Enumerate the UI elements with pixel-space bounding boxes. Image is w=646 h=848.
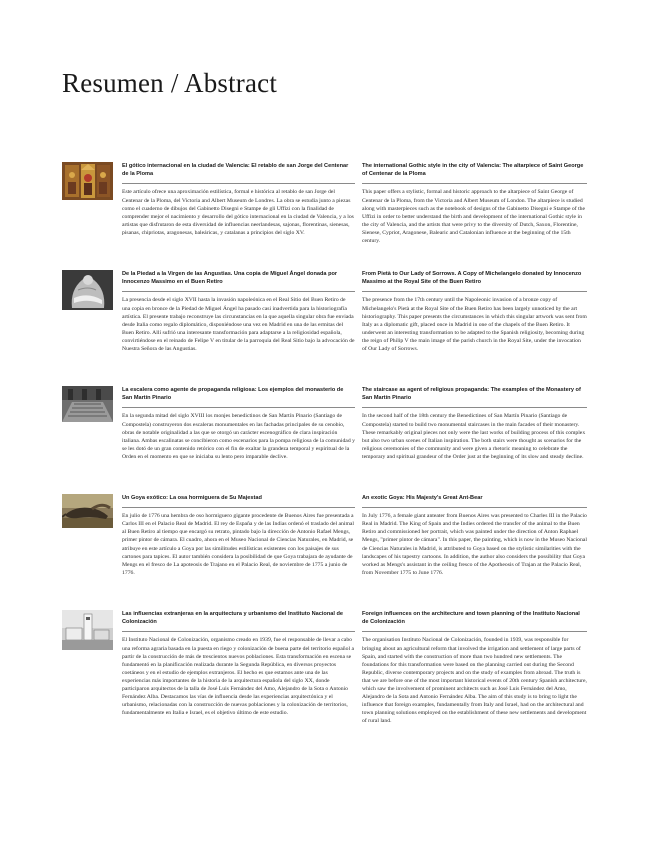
- divider: [362, 183, 587, 184]
- divider: [122, 407, 355, 408]
- english-title: An exotic Goya: His Majesty's Great Ant-Bear: [362, 495, 483, 501]
- spanish-title: De la Piedad a la Virgen de las Angustias. Una copia de Miguel Ángel donada por Innocenzo Massimo en el Buen Retiro: [122, 271, 338, 286]
- spanish-body: Este artículo ofrece una aproximación estilística, formal e histórica al retablo de san Jorge del Centenar de la Ploma, del Victoria and Albert Museum de Londres. La obra se estudia junto a piezas como el cuaderno de dibujos del Gabinetto Disegni e Stampe de gli Uffizi con la finalidad de comprender mejor el nacimiento y desarrollo del gótico internacional en la ciudad de Valencia, y a los artistas que disfrutaron de esta diversidad de influencias neerlandesas, sajonas, florentinas, sienesas, pisanas, chipriotas, aragonesas, baleáricas, y catalanas a principios del siglo XV.: [122, 189, 354, 236]
- spanish-abstract: [122, 386, 355, 461]
- pieta-sculpture-thumbnail: [62, 270, 113, 310]
- spanish-title: La escalera como agente de propaganda religiosa: Los ejemplos del monasterio de San Martín Pinario: [122, 387, 344, 402]
- divider: [122, 631, 355, 632]
- spanish-abstract: [122, 494, 355, 577]
- english-abstract: [362, 270, 587, 353]
- english-body: This paper offers a stylistic, formal and historic approach to the altarpiece of Saint George of Centenar de la Ploma, from the Victoria and Albert Museum of London. The altarpiece is studied along with masterpieces such as the notebook of designs of the Gabinetto Disegni e Stampe of the Uffizi in order to better understand the birth and development of the international Gothic style in the city of Valencia, and the artists that were privy to the diversity of Dutch, Saxon, Florentine, Sienese, Cypriot, Aragonese, Balearic and Catalonian influence at the beginning of the 15th century.: [362, 189, 586, 244]
- monastery-staircase-thumbnail: [62, 386, 113, 422]
- spanish-abstract: [122, 610, 355, 717]
- english-body: The organisation Instituto Nacional de Colonización, founded in 1939, was responsible for bringing about an agricultural reform that involved the irrigation and settlement of large parts of Spain, and started with the construction of more than two hundred new settlements. The foundations for this transformation were based on the planning carried out during the Second Republic, diverse contemporary projects and on the study of examples from abroad. The truth is that we are before one of the most important historical events of 20th century Spanish architecture, which saw the involvement of prominent architects such as José Luis Fernández del Amo, Alejandro de la Sota and Antonio Fernández Alba. The aim of this study is to bring to light the influence that foreign examples, fundamentally from Italy and Israel, had on the architectural and town planning solutions employed on the establishment of these new settlements and development of rural land.: [362, 637, 587, 725]
- divider: [362, 507, 587, 508]
- spanish-title: Las influencias extranjeras en la arquitectura y urbanismo del Instituto Nacional de Colonización: [122, 611, 344, 626]
- english-abstract: [362, 386, 587, 461]
- english-title: The staircase as agent of religious propaganda: The examples of the Monastery of San Martín Pinario: [362, 387, 581, 402]
- divider: [122, 183, 355, 184]
- english-title: Foreign influences on the architecture and town planning of the Instituto Nacional de Colonización: [362, 611, 580, 626]
- anteater-painting-thumbnail: [62, 494, 113, 528]
- english-body: The presence from the 17th century until the Napoleonic invasion of a bronze copy of Michelangelo's Pietà at the Royal Site of the Buen Retiro has been largely unnoticed by the art historiography. This paper presents the circumstances in which this singular artwork was sent from Italy as a diplomatic gift, placed once in Madrid in one of the chapels of the Buen Retiro. It underwent an interesting transformation to be adapted to the Spanish religiosity, becoming during the reign of Philip V the main image of the parish church in the Royal Site, under the invocation of Our Lady of Sorrows.: [362, 297, 587, 352]
- divider: [362, 407, 587, 408]
- divider: [122, 291, 355, 292]
- gothic-altarpiece-thumbnail: [62, 162, 113, 200]
- spanish-body: El Instituto Nacional de Colonización, organismo creado en 1939, fue el responsable de llevar a cabo una reforma agraria basada en la puesta en riego y colonización de buena parte del territorio español a partir de la construcción de más de trescientos nuevos poblaciones. Esta transformación en escena se fundamentó en la planificación realizada durante la Segunda República, en diversos proyectos coetáneos y en el estudio de ejemplos extranjeros. El hecho es que estamos ante una de las experiencias más importantes de la historia de la arquitectura española del siglo XX, donde participaron arquitectos de la talla de José Luis Fernández del Amo, Alejandro de la Sota o Antonio Fernández Alba. Destacamos las vías de influencia desde las experiencias arquitectónica y el urbanismo, relacionadas con la construcción de nuevas poblaciones y la colonización de territorios, fundamentalmente en Italia e Israel, es el objetivo último de este estudio.: [122, 637, 354, 717]
- spanish-abstract: [122, 270, 355, 353]
- divider: [362, 631, 587, 632]
- spanish-body: En julio de 1776 una hembra de oso hormiguero gigante procedente de Buenos Aires fue presentada a Carlos III en el Palacio Real de Madrid. El rey de España y de las Indias ordenó el traslado del animal al Buen Retiro al tiempo que encargó su retrato, pintado bajo la dirección de Antonio Rafael Mengs, primer pintor de cámara. El cuadro, ahora en el Museo Nacional de Ciencias Naturales, en Madrid, se atribuye en este artículo a Goya por las similitudes estilísticas existentes con los paisajes de sus cartones para tapices. El autor también considera la posibilidad de que Goya trabajara de ayudante de Mengs en el fresco de La apoteosis de Trajano en el Palacio Real, de noviembre de 1775 a junio de 1776.: [122, 513, 355, 576]
- page-title: Resumen / Abstract: [62, 68, 278, 98]
- english-abstract: [362, 162, 587, 245]
- spanish-abstract: [122, 162, 355, 237]
- divider: [122, 507, 355, 508]
- english-abstract: [362, 610, 587, 725]
- divider: [362, 291, 587, 292]
- english-abstract: [362, 494, 587, 577]
- spanish-body: En la segunda mitad del siglo XVIII los monjes benedictinos de San Martín Pinario (Santiago de Compostela) construyeron dos escaleras monumentales en las fachadas principales de su cenobio, obras de notable originalidad a las que se otorgó un carácter escenográfico de clara inspiración italiana. Ambas escalinatas se concibieron como escenarios para la pompa religiosa de la comunidad y se les dotó de un gran contenido retórico con el fin de exaltar la grandeza temporal y espiritual de la Orden en el momento en que se iniciaba su lento pero imparable declive.: [122, 413, 355, 460]
- spanish-title: Un Goya exótico: La osa hormiguera de Su Majestad: [122, 495, 262, 501]
- english-body: In the second half of the 18th century the Benedictines of San Martín Pinario (Santiago de Compostela) started to build two monumental staircases in the main facades of their monastery. These remarkably original pieces not only were the last works of building process of this complex but also two urban scenes of Italian inspiration. The both stairs were thought as scenarios for the religious ceremonies of the community and were given a rhetoric meaning to celebrate the temporary and spiritual grandeur of the Order just at the beginning of its slow and steady decline.: [362, 413, 586, 460]
- spanish-body: La presencia desde el siglo XVII hasta la invasión napoleónica en el Real Sitio del Buen Retiro de una copia en bronce de la Piedad de Miguel Ángel ha pasado casi inadvertida para la historiografía artística. El presente trabajo reconstruye las circunstancias en la que aquella singular obra fue enviada desde Italia como regalo diplomático, disponiéndose una vez en Madrid en una de las ermitas del Buen Retiro. Allí sufrió una interesante transformación para adaptarse a la religiosidad española, convirtiéndose en el reinado de Felipe V en titular de la parroquia del Real Sitio bajo la advocación de Nuestra Señora de las Angustias.: [122, 297, 355, 352]
- english-body: In July 1776, a female giant anteater from Buenos Aires was presented to Charles III in the Palacio Real in Madrid. The King of Spain and the Indies ordered the transfer of the animal to the Buen Retiro and commissioned her portrait, which was painted under the direction of Anton Raphael Mengs, "primer pintor de cámara". In this paper, the painting, which is now in the Museo Nacional de Ciencias Naturales in Madrid, is attributed to Goya based on the stylistic similarities with the landscapes of his tapestry cartoons. In addition, the author also considers the possibility that Goya worked as Mengs's assistant in the ceiling fresco of the Apotheosis of Trajan at the Palacio Real, from November 1775 to June 1776.: [362, 513, 587, 576]
- english-title: From Pietà to Our Lady of Sorrows. A Copy of Michelangelo donated by Innocenzo Massimo at the Royal Site of the Buen Retiro: [362, 271, 582, 286]
- colonization-village-thumbnail: [62, 610, 113, 650]
- spanish-title: El gótico internacional en la ciudad de Valencia: El retablo de san Jorge del Centenar de la Ploma: [122, 163, 349, 178]
- english-title: The international Gothic style in the city of Valencia: The altarpiece of Saint George of Centenar de la Ploma: [362, 163, 584, 178]
